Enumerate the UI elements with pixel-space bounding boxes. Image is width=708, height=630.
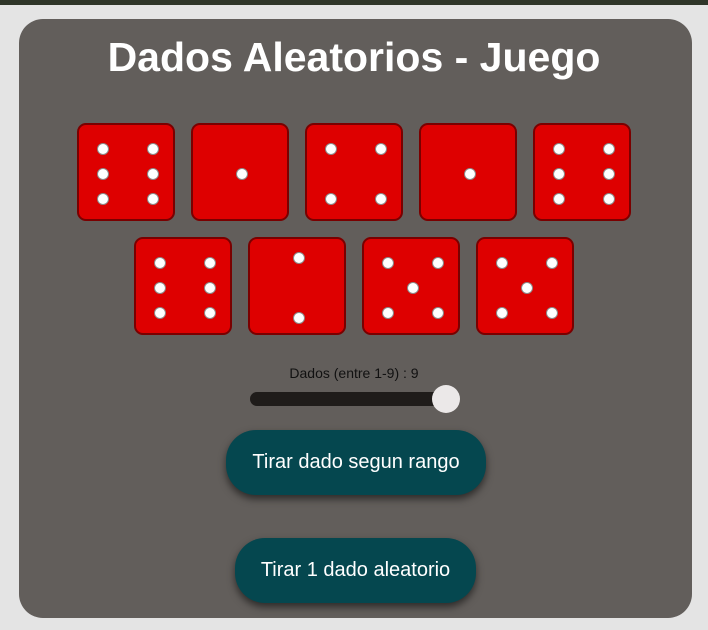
die-pip (432, 307, 444, 319)
die (533, 123, 631, 221)
roll-range-button[interactable]: Tirar dado segun rango (226, 430, 486, 495)
die (419, 123, 517, 221)
die-pip (325, 193, 337, 205)
die-pip (325, 143, 337, 155)
die-pip (553, 168, 565, 180)
die (134, 237, 232, 335)
die-pip (464, 168, 476, 180)
die-pip (204, 307, 216, 319)
dice-count-slider[interactable] (250, 392, 458, 406)
die-pip (546, 257, 558, 269)
roll-one-button[interactable]: Tirar 1 dado aleatorio (235, 538, 476, 603)
die-pip (603, 193, 615, 205)
die-pip (204, 282, 216, 294)
die-pip (496, 257, 508, 269)
die-pip (553, 143, 565, 155)
die-pip (603, 143, 615, 155)
die-pip (147, 168, 159, 180)
die-pip (97, 168, 109, 180)
die (362, 237, 460, 335)
die (248, 237, 346, 335)
die-pip (375, 143, 387, 155)
die-pip (432, 257, 444, 269)
die-pip (154, 307, 166, 319)
die-pip (496, 307, 508, 319)
window-top-bar (0, 0, 708, 5)
die-pip (154, 282, 166, 294)
die (191, 123, 289, 221)
die-pip (293, 252, 305, 264)
dice-count-label: Dados (entre 1-9) : 9 (289, 365, 419, 381)
die-pip (204, 257, 216, 269)
die-pip (407, 282, 419, 294)
die-pip (546, 307, 558, 319)
die-pip (375, 193, 387, 205)
die (305, 123, 403, 221)
page-title: Dados Aleatorios - Juego (107, 34, 601, 80)
die-pip (603, 168, 615, 180)
die-pip (97, 143, 109, 155)
die-pip (154, 257, 166, 269)
die-pip (236, 168, 248, 180)
die-pip (382, 307, 394, 319)
die-pip (97, 193, 109, 205)
die (476, 237, 574, 335)
dice-row-bottom (0, 237, 708, 335)
dice-count-slider-thumb[interactable] (432, 385, 460, 413)
dice-row-top (0, 123, 708, 221)
die-pip (147, 143, 159, 155)
die (77, 123, 175, 221)
die-pip (293, 312, 305, 324)
die-pip (147, 193, 159, 205)
die-pip (382, 257, 394, 269)
die-pip (521, 282, 533, 294)
die-pip (553, 193, 565, 205)
